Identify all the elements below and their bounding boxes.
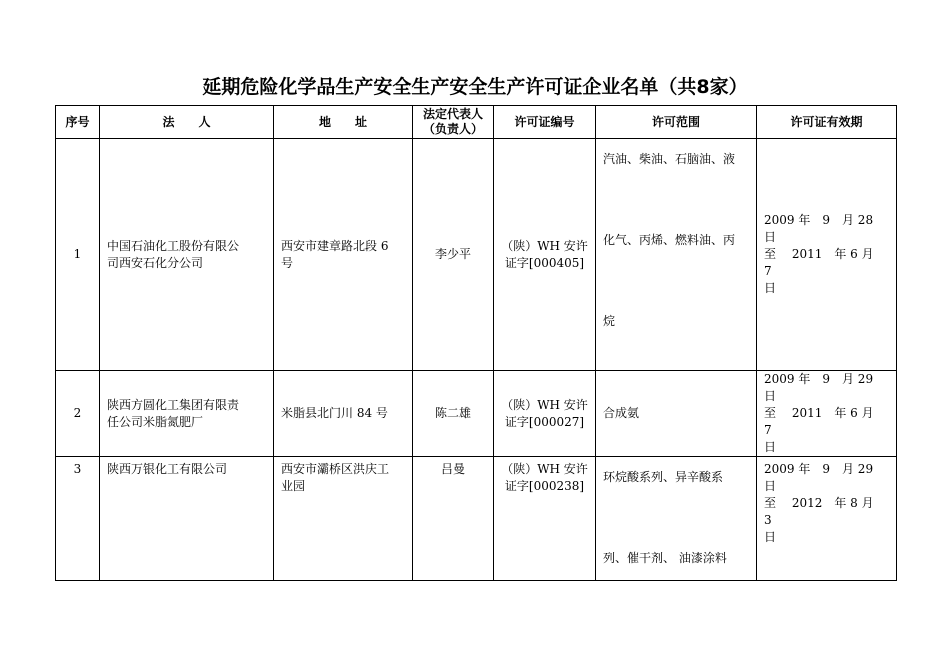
cell-scope-line: 化气、丙烯、燃料油、丙 xyxy=(603,233,736,247)
cell-license-line: 证字[000238] xyxy=(504,479,585,493)
cell-scope-line: 烷 xyxy=(603,314,616,328)
cell-license-line: （陕）WH 安许 xyxy=(501,462,588,476)
cell-scope: 合成氨 xyxy=(596,371,757,457)
header-license-no: 许可证编号 xyxy=(494,106,596,139)
cell-validity-line: 至 2011 年 6 月 7 xyxy=(764,247,886,278)
cell-seq: 3 xyxy=(56,457,100,581)
enterprise-table xyxy=(55,105,897,581)
table-row xyxy=(56,139,897,371)
header-representative xyxy=(413,106,494,139)
page-title: 延期危险化学品生产安全生产安全生产许可证企业名单（共8家） xyxy=(202,76,748,98)
cell-validity-line: 2009 年 9 月 29 日 xyxy=(764,462,886,493)
header-address: 地 址 xyxy=(274,106,413,139)
header-rep-line2: （负责人） xyxy=(422,122,483,136)
header-scope: 许可范围 xyxy=(596,106,757,139)
cell-license-line: 证字[000405] xyxy=(504,255,585,270)
cell-license-no xyxy=(494,139,596,371)
cell-address: 米脂县北门川 84 号 xyxy=(274,371,413,457)
cell-validity-line: 日 xyxy=(764,440,777,454)
cell-validity xyxy=(757,139,897,371)
cell-validity-line: 至 2012 年 8 月 3 xyxy=(764,496,886,527)
header-legal: 法 人 xyxy=(100,106,274,139)
cell-legal: 陕西万银化工有限公司 xyxy=(100,457,274,581)
cell-address-line: 西安市建章路北段 6 xyxy=(281,238,389,253)
cell-validity-line: 日 xyxy=(764,281,777,295)
cell-address-line: 西安市灞桥区洪庆工 xyxy=(281,462,390,476)
cell-address xyxy=(274,457,413,581)
header-seq: 序号 xyxy=(56,106,100,139)
header-validity: 许可证有效期 xyxy=(757,106,897,139)
cell-seq: 1 xyxy=(56,139,100,371)
cell-validity-line: 日 xyxy=(764,530,777,544)
cell-legal xyxy=(100,371,274,457)
cell-legal-line: 陕西方圆化工集团有限责 xyxy=(107,397,240,412)
cell-license-no xyxy=(494,457,596,581)
cell-representative: 吕曼 xyxy=(413,457,494,581)
table-header-row xyxy=(56,106,897,139)
table-row xyxy=(56,371,897,457)
cell-representative: 李少平 xyxy=(413,139,494,371)
cell-legal xyxy=(100,139,274,371)
cell-scope xyxy=(596,139,757,371)
table-row xyxy=(56,457,897,581)
cell-validity-line: 2009 年 9 月 29 日 xyxy=(764,372,886,403)
cell-scope-line: 列、催干剂、 油漆涂料 xyxy=(603,551,727,565)
cell-validity-line: 至 2011 年 6 月 7 xyxy=(764,406,886,437)
cell-license-line: （陕）WH 安许 xyxy=(501,238,588,253)
cell-scope xyxy=(596,457,757,581)
cell-legal-line: 中国石油化工股份有限公 xyxy=(107,238,240,253)
cell-address xyxy=(274,139,413,371)
cell-legal-line: 任公司米脂氮肥厂 xyxy=(107,414,204,429)
cell-license-no xyxy=(494,371,596,457)
cell-representative: 陈二雄 xyxy=(413,371,494,457)
cell-validity xyxy=(757,371,897,457)
cell-scope-line: 环烷酸系列、异辛酸系 xyxy=(603,470,724,484)
cell-validity-line: 2009 年 9 月 28 日 xyxy=(764,213,886,244)
cell-seq: 2 xyxy=(56,371,100,457)
cell-address-line: 业园 xyxy=(281,479,306,493)
cell-license-line: 证字[000027] xyxy=(504,414,585,429)
cell-license-line: （陕）WH 安许 xyxy=(501,397,588,412)
header-rep-line1: 法定代表人 xyxy=(422,107,483,121)
cell-legal-line: 司西安石化分公司 xyxy=(107,255,204,270)
cell-validity xyxy=(757,457,897,581)
cell-address-line: 号 xyxy=(281,255,294,270)
cell-scope-line: 汽油、柴油、石脑油、液 xyxy=(603,152,736,166)
